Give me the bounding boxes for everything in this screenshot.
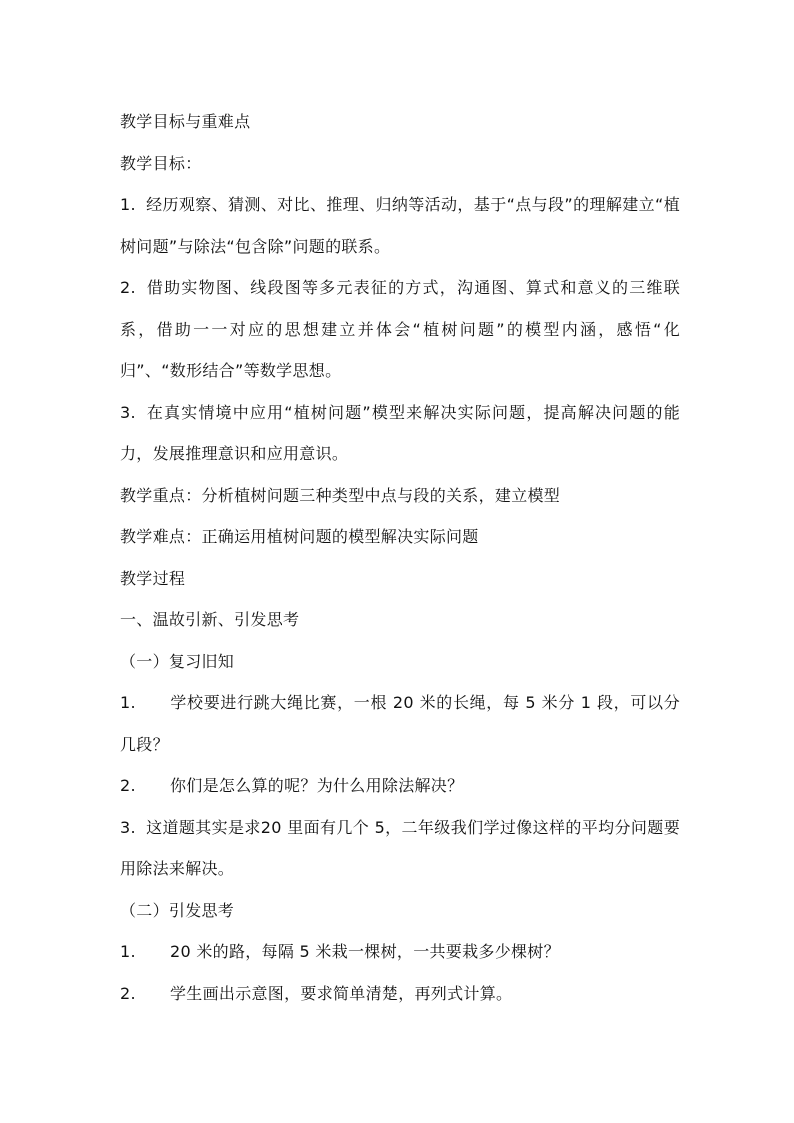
key-point: 教学重点：分析植树问题三种类型中点与段的关系，建立模型 (120, 485, 561, 505)
review-number: 1. (120, 693, 136, 712)
review-text: 学校要进行跳大绳比赛，一根 20 米的长绳，每 5 米分 1 段，可以分几段？ (120, 693, 680, 754)
sub1-heading: （一）复习旧知 (120, 651, 235, 671)
objective-text: 借助实物图、线段图等多元表征的方式，沟通图、算式和意义的三维联系，借助一一对应的思想建立并体会“植树问题”的模型内涵，感悟“化归”、“数形结合”等数学思想。 (120, 278, 680, 380)
objective-item-3 (120, 392, 680, 475)
think-number: 1. (120, 942, 136, 961)
think-item-1 (120, 931, 680, 973)
think-text: 20 米的路，每隔 5 米栽一棵树，一共要栽多少棵树？ (170, 942, 560, 961)
think-number: 2. (120, 983, 136, 1003)
objective-text: 经历观察、猜测、对比、推理、归纳等活动，基于“点与段”的理解建立“植树问题”与除法“包含除”问题的联系。 (120, 195, 680, 256)
section-title: 教学目标与重难点 (120, 112, 251, 131)
objective-text: 在真实情境中应用“植树问题”模型来解决实际问题，提高解决问题的能力，发展推理意识和应用意识。 (120, 402, 680, 463)
objective-number: 2. (120, 278, 136, 297)
objective-number: 3. (120, 402, 136, 422)
review-item-2 (120, 765, 680, 807)
difficult-point: 教学难点：正确运用植树问题的模型解决实际问题 (120, 527, 479, 546)
think-text: 学生画出示意图，要求简单清楚，再列式计算。 (170, 983, 513, 1003)
review-number: 2. (120, 776, 136, 795)
objective-item-2 (120, 267, 680, 392)
review-text: 你们是怎么算的呢？为什么用除法解决？ (170, 776, 464, 795)
review-item-3 (120, 807, 680, 890)
section1-heading: 一、温故引新、引发思考 (120, 610, 300, 629)
review-item-1 (120, 682, 680, 765)
review-number: 3. (120, 817, 136, 837)
process-heading: 教学过程 (120, 568, 186, 588)
document-body (120, 101, 680, 1014)
objectives-heading: 教学目标： (120, 153, 202, 173)
sub2-heading: （二）引发思考 (120, 900, 235, 920)
objective-item-1 (120, 184, 680, 267)
objective-number: 1. (120, 195, 136, 214)
review-text: 这道题其实是求20 里面有几个 5，二年级我们学过像这样的平均分问题要用除法来解决。 (120, 817, 680, 878)
think-item-2 (120, 973, 680, 1015)
